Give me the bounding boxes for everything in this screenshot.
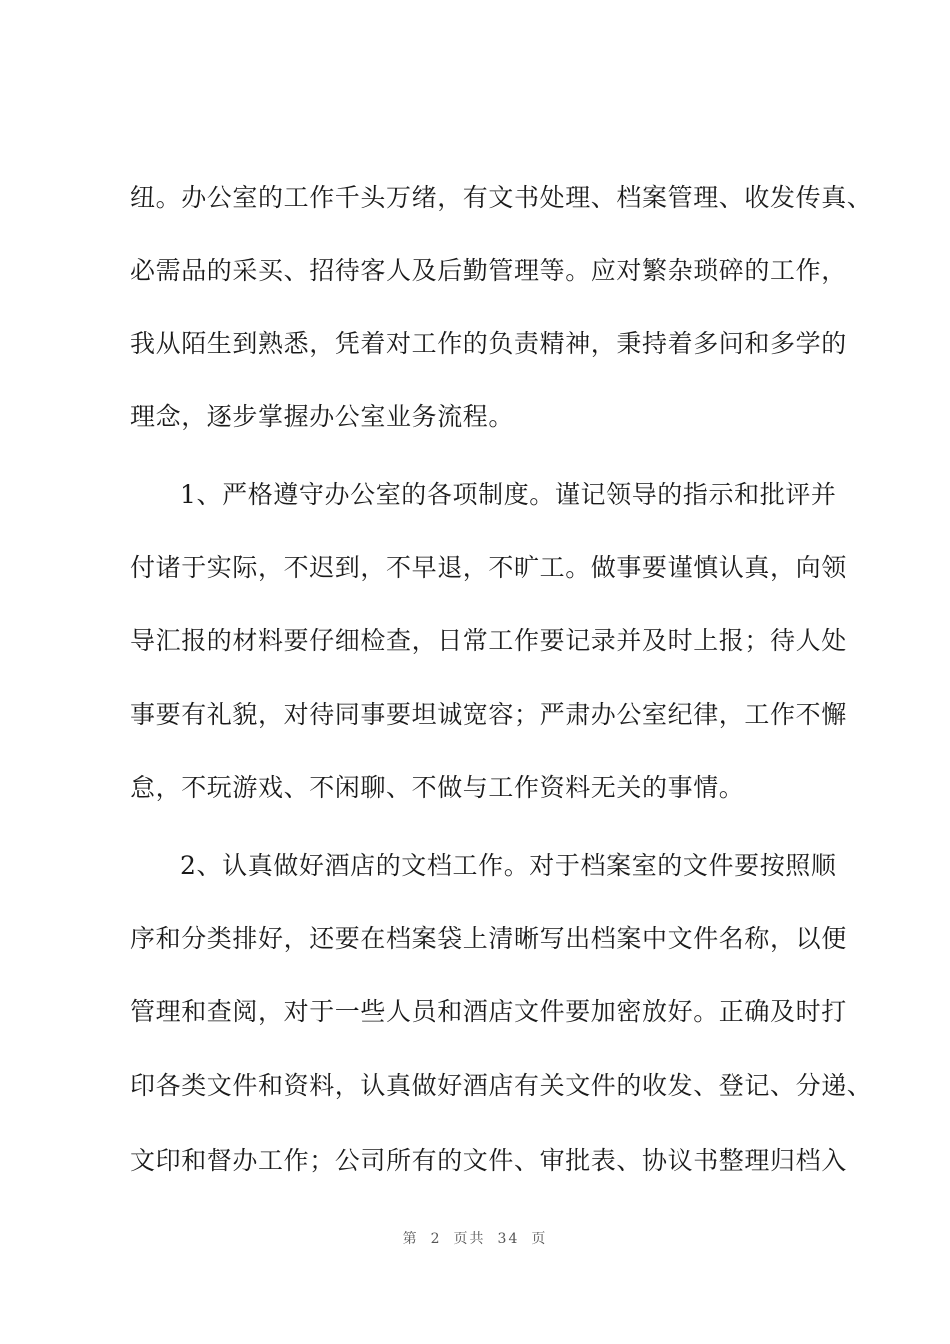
footer-middle: 页共: [453, 1231, 486, 1247]
text-line: 文印和督办工作；公司所有的文件、审批表、协议书整理归档入: [130, 1146, 847, 1175]
total-page-count: 34: [497, 1231, 520, 1247]
text-line: 序和分类排好，还要在档案袋上清晰写出档案中文件名称，以便: [130, 924, 847, 953]
text-line: 怠，不玩游戏、不闲聊、不做与工作资料无关的事情。: [130, 773, 745, 802]
current-page-number: 2: [430, 1231, 442, 1247]
paragraph-1-first-line: 1、严格遵守办公室的各项制度。谨记领导的指示和批评并: [180, 480, 837, 509]
text-line: 纽。办公室的工作千头万绪，有文书处理、档案管理、收发传真、: [130, 183, 873, 212]
text-line: 印各类文件和资料，认真做好酒店有关文件的收发、登记、分递、: [130, 1071, 873, 1100]
text-line: 管理和查阅，对于一些人员和酒店文件要加密放好。正确及时打: [130, 997, 847, 1026]
text-line: 事要有礼貌，对待同事要坦诚宽容；严肃办公室纪律，工作不懈: [130, 700, 847, 729]
footer-suffix: 页: [531, 1231, 548, 1247]
text-line: 理念，逐步掌握办公室业务流程。: [130, 402, 515, 431]
paragraph-2-first-line: 2、认真做好酒店的文档工作。对于档案室的文件要按照顺: [180, 851, 837, 880]
text-line: 我从陌生到熟悉，凭着对工作的负责精神，秉持着多问和多学的: [130, 329, 847, 358]
page-footer: [0, 1228, 950, 1248]
text-line: 付诸于实际，不迟到，不早退，不旷工。做事要谨慎认真，向领: [130, 553, 847, 582]
text-line: 必需品的采买、招待客人及后勤管理等。应对繁杂琐碎的工作，: [130, 256, 847, 285]
footer-prefix: 第: [402, 1231, 419, 1247]
text-line: 导汇报的材料要仔细检查，日常工作要记录并及时上报；待人处: [130, 626, 847, 655]
